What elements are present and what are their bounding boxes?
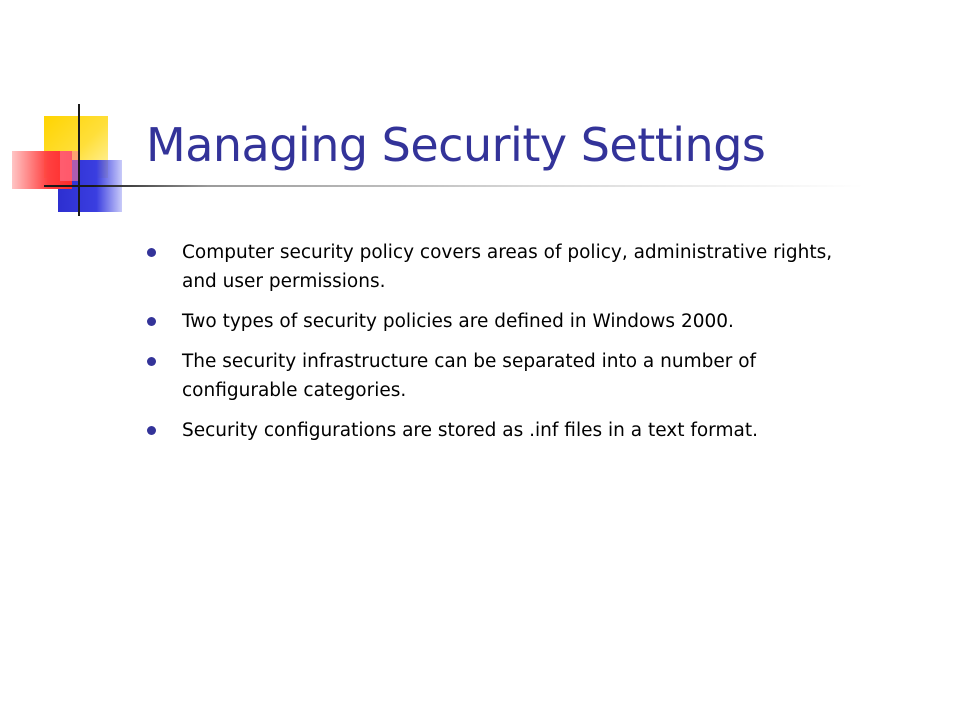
bullet-item — [147, 307, 867, 336]
vertical-rule — [78, 104, 80, 216]
bullet-item — [147, 347, 867, 405]
corner-squares-logo-icon — [0, 0, 140, 230]
bullet-text: Two types of security policies are defined in Windows 2000. — [182, 311, 734, 332]
bullet-dot-icon — [147, 248, 156, 257]
title-underline-rule — [44, 185, 864, 187]
bullet-text: Security configurations are stored as .inf files in a text format. — [182, 420, 758, 441]
bullet-text: The security infrastructure can be separated into a number of configurable categories. — [182, 351, 757, 401]
bullet-item — [147, 416, 867, 445]
bullet-text: Computer security policy covers areas of policy, administrative rights, and user permissions. — [182, 242, 833, 292]
bullet-dot-icon — [147, 317, 156, 326]
bullet-dot-icon — [147, 357, 156, 366]
slide-title: Managing Security Settings — [146, 118, 766, 172]
bullet-list — [147, 238, 867, 456]
bullet-dot-icon — [147, 426, 156, 435]
bullet-item — [147, 238, 867, 296]
pink-overlap-shape — [60, 151, 80, 181]
